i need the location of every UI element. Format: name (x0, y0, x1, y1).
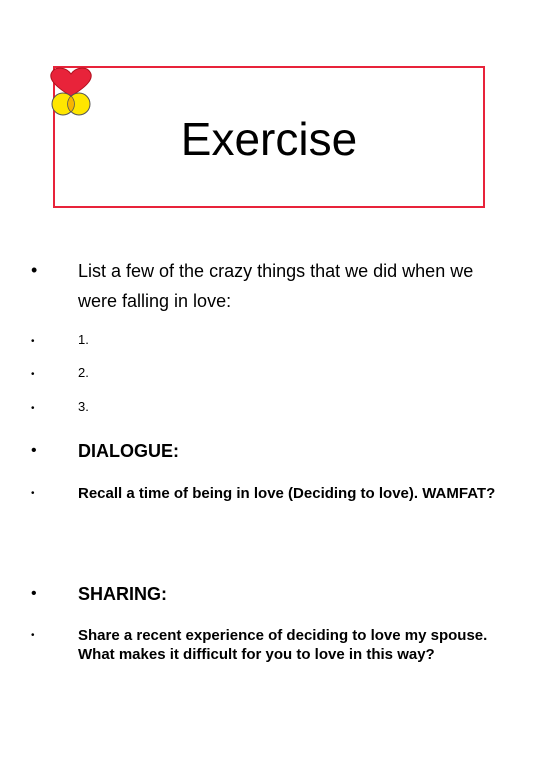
section-heading: DIALOGUE: (78, 441, 179, 461)
bullet-icon: • (31, 260, 38, 280)
item-text: Share a recent experience of deciding to love my spouse. What makes it difficult for you to love in this way? (78, 627, 488, 663)
bullet-icon: • (31, 369, 35, 380)
slide-title: Exercise (180, 113, 358, 165)
item-text: List a few of the crazy things that we did when we were falling in love: (78, 261, 474, 311)
bullet-icon: • (31, 442, 37, 459)
item-text: Recall a time of being in love (Deciding to love). WAMFAT? (78, 485, 496, 502)
bullet-icon: • (31, 336, 35, 347)
heart-rings-logo (46, 66, 96, 118)
item-text: 2. (78, 365, 89, 380)
item-text: 3. (78, 399, 89, 414)
bullet-icon: • (31, 585, 37, 602)
title-box (53, 66, 485, 208)
bullet-icon: • (31, 488, 35, 499)
bullet-icon: • (31, 403, 35, 414)
item-text: 1. (78, 332, 89, 347)
bullet-icon: • (31, 630, 35, 641)
section-heading: SHARING: (78, 584, 167, 604)
